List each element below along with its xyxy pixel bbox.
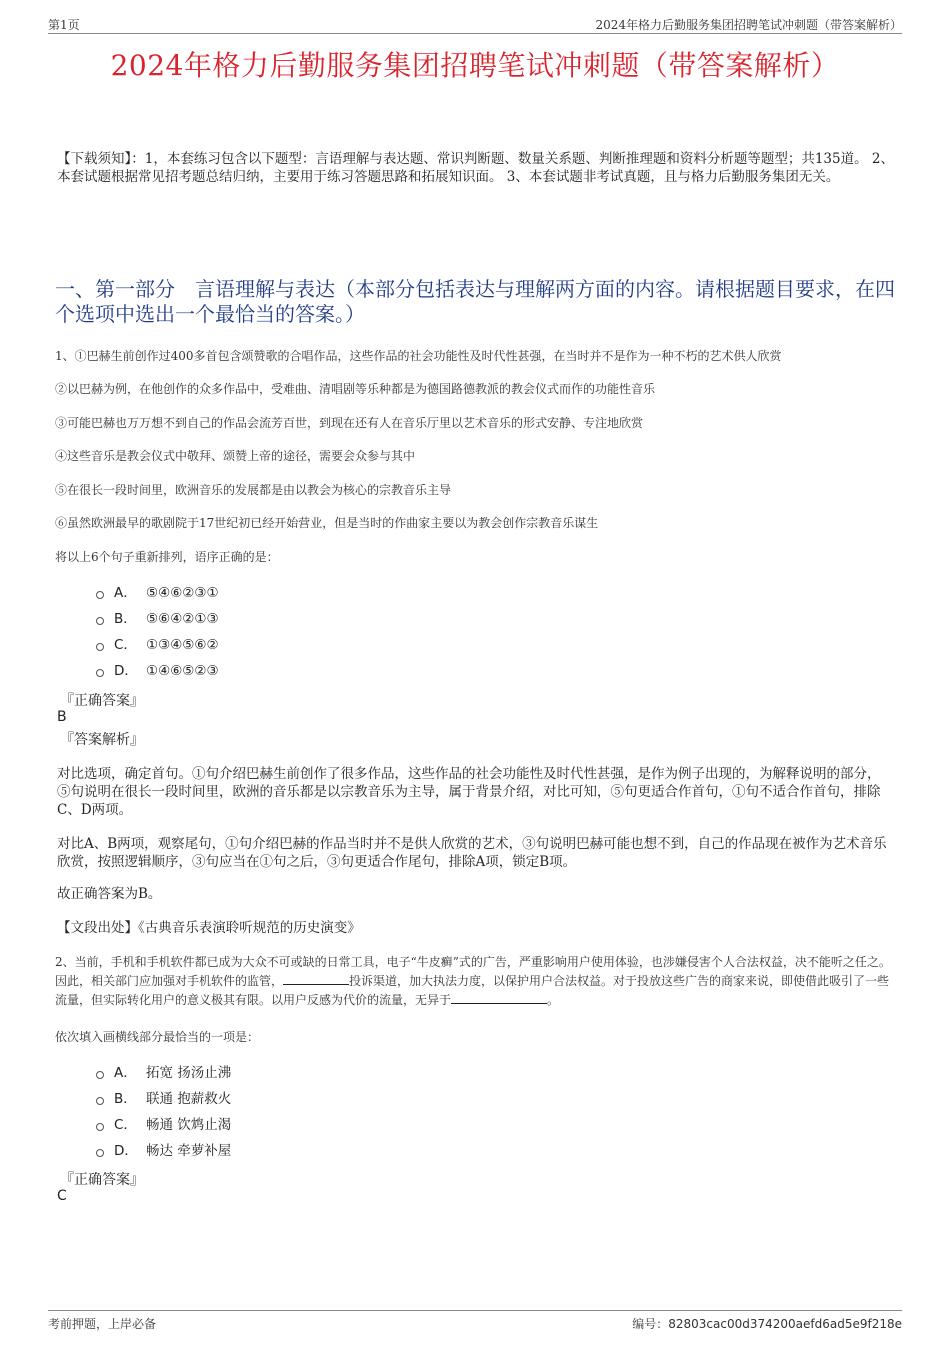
option-letter: D． xyxy=(114,663,138,679)
option-letter: C． xyxy=(114,637,137,653)
q1-source: 【文段出处】《古典音乐表演聆听规范的历史演变》 xyxy=(57,920,361,936)
q2-option-a[interactable] xyxy=(96,1064,231,1082)
q1-answer: B xyxy=(57,709,67,725)
radio-icon[interactable] xyxy=(96,1071,104,1079)
q1-sentence-4: ④这些音乐是教会仪式中敬拜、颂赞上帝的途径，需要会众参与其中 xyxy=(55,449,416,463)
q1-analysis-paragraph-3: 故正确答案为B。 xyxy=(57,886,162,902)
radio-icon[interactable] xyxy=(96,591,104,599)
option-letter: B． xyxy=(114,611,137,627)
q2-prompt: 依次填入画横线部分最恰当的一项是： xyxy=(55,1030,260,1044)
q2-stem-part-2: 投诉渠道，加大执法力度，以保护用户合法权益。对于投放这些广告的商家来说，即使借此吸引了一些流量，但实际转化用户的意义极其有限。以用户反感为代价的流量，无异于 xyxy=(55,974,890,1007)
q2-option-d[interactable] xyxy=(96,1142,231,1160)
option-text: ①③④⑤⑥② xyxy=(146,637,219,653)
q2-answer: C xyxy=(57,1188,67,1204)
footer-code xyxy=(632,1315,902,1332)
option-text: 畅通 饮鸩止渴 xyxy=(146,1117,232,1133)
q1-analysis-label: 『答案解析』 xyxy=(60,732,144,748)
option-text: 拓宽 扬汤止沸 xyxy=(146,1065,232,1081)
q1-sentence-2: ②以巴赫为例，在他创作的众多作品中，受难曲、清唱剧等乐种都是为德国路德教派的教会仪式而作的功能性音乐 xyxy=(55,382,656,396)
q1-option-b[interactable] xyxy=(96,610,219,628)
radio-icon[interactable] xyxy=(96,1097,104,1105)
q2-stem-part-1: 2、当前，手机和手机软件都已成为大众不可或缺的日常工具，电子“牛皮癣”式的广告，严重影响用户使用体验，也涉嫌侵害个人合法权益，决不能听之任之。因此，相关部门应加强对手机软件的监管， xyxy=(55,955,891,988)
q1-option-a[interactable] xyxy=(96,584,219,602)
q2-option-b[interactable] xyxy=(96,1090,231,1108)
fill-blank-1 xyxy=(283,972,349,985)
q2-stem xyxy=(55,953,900,1010)
q1-prompt: 将以上6个句子重新排列，语序正确的是： xyxy=(55,550,279,564)
q1-analysis-paragraph-2: 对比A、B两项，观察尾句，①句介绍巴赫的作品当时并不是供人欣赏的艺术，③句说明巴赫可能也想不到，自己的作品现在被作为艺术音乐欣赏，按照逻辑顺序，③句应当在①句之后，③句更适合作尾句，排除A项，锁定B项。 xyxy=(57,836,887,870)
option-text: 畅达 牵萝补屋 xyxy=(146,1143,232,1159)
page-title: 2024年格力后勤服务集团招聘笔试冲刺题（带答案解析） xyxy=(110,49,840,82)
q1-analysis-paragraph-1: 对比选项，确定首句。①句介绍巴赫生前创作了很多作品，这些作品的社会功能性及时代性甚强，是作为例子出现的，为解释说明的部分，⑤句说明在很长一段时间里，欧洲的音乐都是以宗教音乐为主导，属于背景介绍，对比可知，⑤句更适合作首句，①句不适合作首句，排除C、D两项。 xyxy=(57,766,881,818)
option-letter: D． xyxy=(114,1143,138,1159)
q1-sentence-1: 1、①巴赫生前创作过400多首包含颂赞歌的合唱作品，这些作品的社会功能性及时代性甚强，在当时并不是作为一种不朽的艺术供人欣赏 xyxy=(55,349,782,363)
q1-sentence-6: ⑥虽然欧洲最早的歌剧院于17世纪初已经开始营业，但是当时的作曲家主要以为教会创作宗教音乐谋生 xyxy=(55,516,599,530)
footer-slogan: 考前押题，上岸必备 xyxy=(48,1317,157,1331)
radio-icon[interactable] xyxy=(96,643,104,651)
radio-icon[interactable] xyxy=(96,617,104,625)
q1-sentence-3: ③可能巴赫也万万想不到自己的作品会流芳百世，到现在还有人在音乐厅里以艺术音乐的形式安静、专注地欣赏 xyxy=(55,416,644,430)
running-title: 2024年格力后勤服务集团招聘笔试冲刺题（带答案解析） xyxy=(595,18,902,32)
q1-option-c[interactable] xyxy=(96,636,219,654)
q2-answer-label: 『正确答案』 xyxy=(60,1172,144,1188)
section-heading: 一、第一部分 言语理解与表达（本部分包括表达与理解两方面的内容。请根据题目要求，在四个选项中选出一个最恰当的答案。） xyxy=(55,277,895,326)
option-text: 联通 抱薪救火 xyxy=(146,1091,232,1107)
option-text: ①④⑥⑤②③ xyxy=(146,663,219,679)
header-divider xyxy=(48,33,902,34)
option-text: ⑤⑥④②①③ xyxy=(146,611,219,627)
option-letter: B． xyxy=(114,1091,137,1107)
radio-icon[interactable] xyxy=(96,1149,104,1157)
download-notice: 【下载须知】：1，本套练习包含以下题型：言语理解与表达题、常识判断题、数量关系题、判断推理题和资料分析题等题型；共135道。 2、本套试题根据常见招考题总结归纳，主要用于练习答题思路和拓展知识面。 3、本套试题非考试真题，且与格力后勤服务集团无关。 xyxy=(57,151,894,185)
radio-icon[interactable] xyxy=(96,669,104,677)
q2-option-c[interactable] xyxy=(96,1116,231,1134)
option-text: ⑤④⑥②③① xyxy=(146,585,219,601)
footer-divider xyxy=(48,1310,902,1311)
q1-option-d[interactable] xyxy=(96,662,219,680)
q2-stem-part-3: 。 xyxy=(547,993,560,1007)
radio-icon[interactable] xyxy=(96,1123,104,1131)
page-number: 第1页 xyxy=(48,18,80,32)
footer-code-value: 82803cac00d374200aefd6ad5e9f218e xyxy=(668,1317,902,1331)
option-letter: A． xyxy=(114,585,137,601)
option-letter: C． xyxy=(114,1117,137,1133)
footer-code-label: 编号： xyxy=(632,1317,669,1331)
option-letter: A． xyxy=(114,1065,137,1081)
q1-sentence-5: ⑤在很长一段时间里，欧洲音乐的发展都是由以教会为核心的宗教音乐主导 xyxy=(55,483,452,497)
fill-blank-2 xyxy=(451,991,547,1004)
q1-answer-label: 『正确答案』 xyxy=(60,693,144,709)
